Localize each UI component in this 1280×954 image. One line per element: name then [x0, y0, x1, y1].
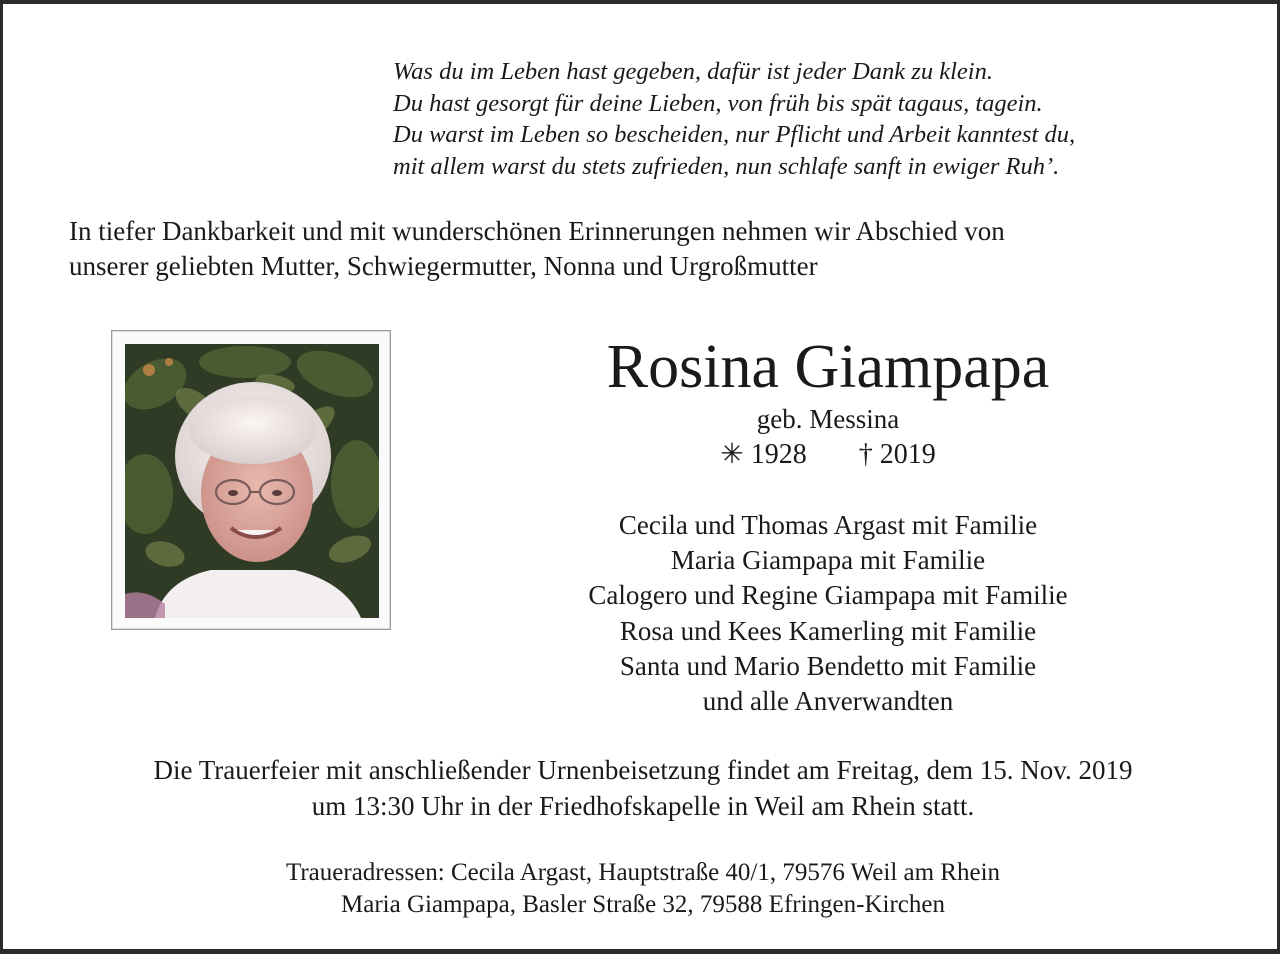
- farewell-intro: [69, 214, 1005, 284]
- death-year: 2019: [879, 439, 936, 470]
- intro-line: In tiefer Dankbarkeit und mit wunderschönen Erinnerungen nehmen wir Abschied von: [69, 216, 1005, 246]
- mourner-line: Calogero und Regine Giampapa mit Familie: [588, 580, 1068, 611]
- mourners-list: [488, 508, 1168, 719]
- poem-line: Du warst im Leben so bescheiden, nur Pflicht und Arbeit kanntest du,: [393, 121, 1076, 148]
- memorial-poem: [393, 56, 1075, 182]
- deceased-name: Rosina Giampapa: [606, 333, 1050, 401]
- birth-star-icon: ✳: [720, 439, 744, 470]
- mourner-line: Santa und Mario Bendetto mit Familie: [619, 650, 1037, 681]
- poem-line: mit allem warst du stets zufrieden, nun schlafe sanft in ewiger Ruh’.: [393, 152, 1060, 180]
- poem-line: Du hast gesorgt für deine Lieben, von früh bis spät tagaus, tagein.: [393, 89, 1043, 117]
- service-line: um 13:30 Uhr in der Friedhofskapelle in Weil am Rhein statt.: [311, 791, 975, 821]
- death-cross-icon: †: [858, 439, 873, 470]
- funeral-service-info: [3, 752, 1280, 824]
- poem-line: Was du im Leben hast gegeben, dafür ist jeder Dank zu klein.: [393, 58, 993, 85]
- birth-year: 1928: [750, 439, 807, 470]
- service-line: Die Trauerfeier mit anschließender Urnenbeisetzung findet am Freitag, dem 15. Nov. 2019: [153, 755, 1133, 785]
- life-dates: [488, 437, 1168, 473]
- mourner-line: Maria Giampapa mit Familie: [670, 545, 986, 576]
- address-line: Traueradressen: Cecila Argast, Hauptstraße 40/1, 79576 Weil am Rhein: [285, 859, 1001, 886]
- birth-name: geb. Messina: [756, 404, 900, 434]
- address-line: Maria Giampapa, Basler Straße 32, 79588 Efringen-Kirchen: [341, 891, 945, 918]
- condolence-addresses: [3, 857, 1280, 921]
- portrait-photo: [125, 344, 379, 618]
- mourner-line: Rosa und Kees Kamerling mit Familie: [619, 615, 1037, 646]
- mourner-line: Cecila und Thomas Argast mit Familie: [618, 510, 1038, 540]
- portrait-photo-frame: [111, 330, 391, 630]
- intro-line: unserer geliebten Mutter, Schwiegermutter, Nonna und Urgroßmutter: [69, 251, 818, 281]
- mourner-line: und alle Anverwandten: [702, 686, 954, 717]
